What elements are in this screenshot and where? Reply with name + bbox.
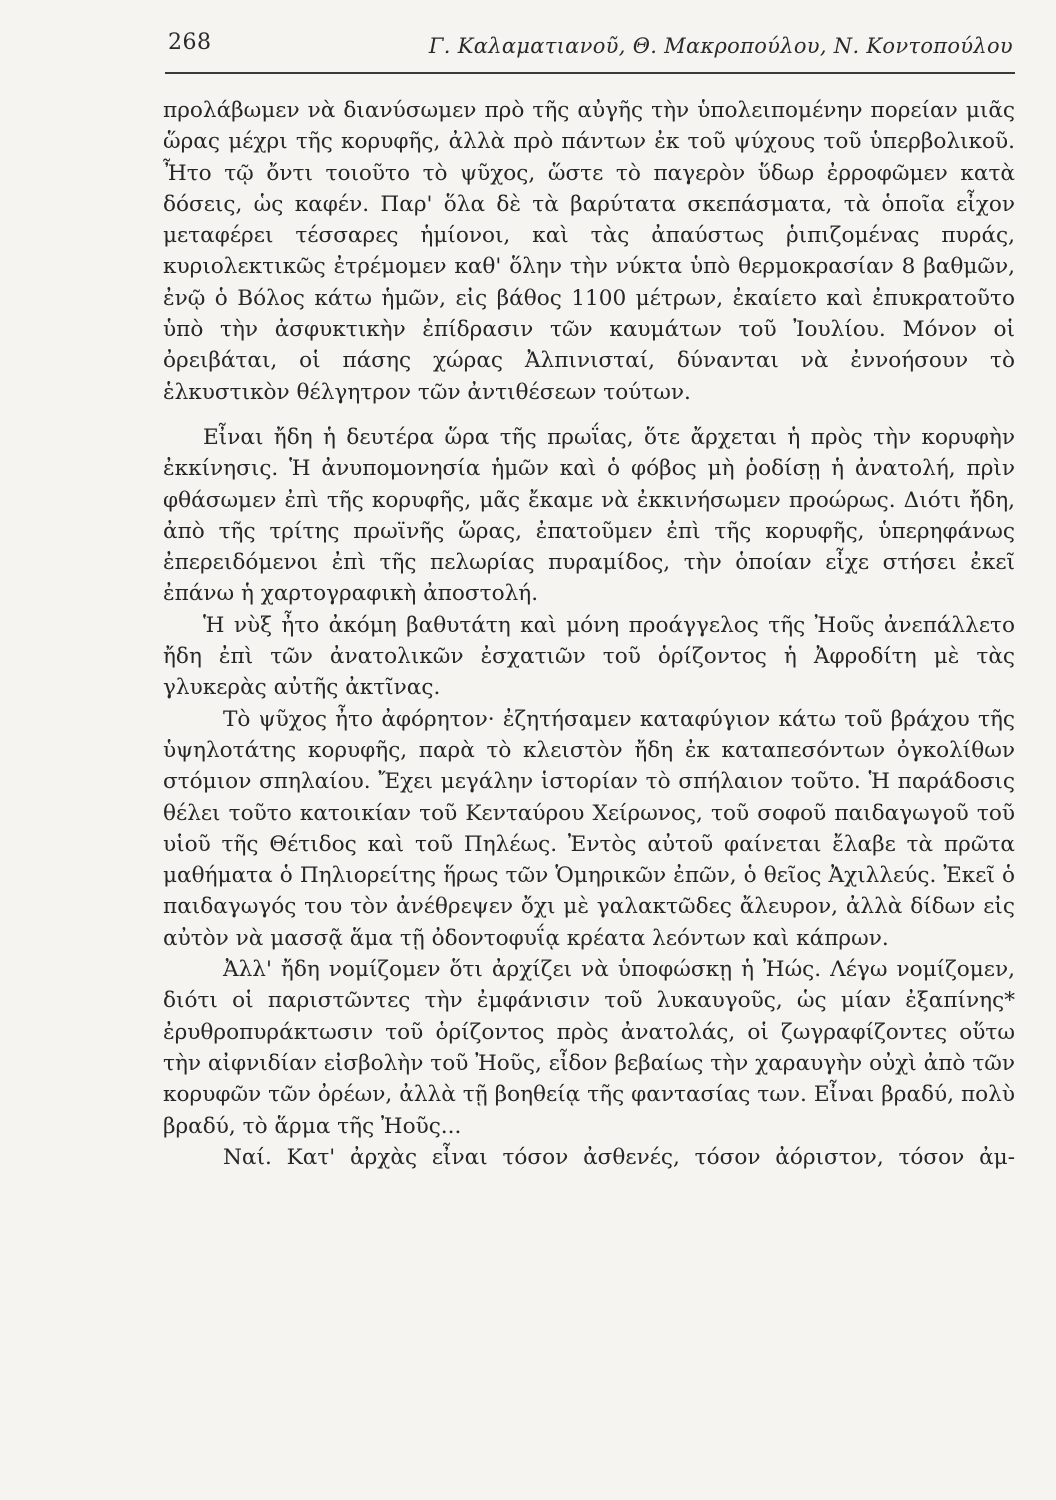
- page-header: [168, 30, 1013, 70]
- paragraph-night: Ἡ νὺξ ἦτο ἀκόμη βαθυτάτη καὶ μόνη προάγγελος τῆς Ἠοῦς ἀνεπάλλετο ἤδη ἐπὶ τῶν ἀνατολικῶν ἐσχατιῶν τοῦ ὁρίζοντος ἡ Ἀφροδίτη μὲ τὰς γλυκερὰς αὐτῆς ἀκτῖνας.: [163, 612, 1015, 701]
- page-number: 268: [168, 30, 212, 55]
- header-rule: [165, 72, 1015, 74]
- paragraph-ascent-start: Εἶναι ἤδη ἡ δευτέρα ὥρα τῆς πρωΐας, ὅτε ἄρχεται ἡ πρὸς τὴν κορυφὴν ἐκκίνησις. Ἡ ἀνυπομονησία ἡμῶν καὶ ὁ φόβος μὴ ῥοδίσῃ ἡ ἀνατολή, πρὶν φθάσωμεν ἐπὶ τῆς κορυφῆς, μᾶς ἔκαμε νὰ ἐκκινήσωμεν προώρως. Διότι ἤδη, ἀπὸ τῆς τρίτης πρωϊνῆς ὥρας, ἐπατοῦμεν ἐπὶ τῆς κορυφῆς, ὑπερηφάνως ἐπερειδόμενοι ἐπὶ τῆς πελωρίας πυραμίδος, τὴν ὁποίαν εἶχε στήσει ἐκεῖ ἐπάνω ἡ χαρτογραφικὴ ἀποστολή.: [163, 424, 1015, 607]
- running-head-authors: Γ. Καλαματιανοῦ, Θ. Μακροπούλου, Ν. Κοντοπούλου: [428, 34, 1013, 58]
- paragraph-cave: Τὸ ψῦχος ἦτο ἀφόρητον· ἐζητήσαμεν καταφύγιον κάτω τοῦ βράχου τῆς ὑψηλοτάτης κορυφῆς, παρὰ τὸ κλειστὸν ἤδη ἐκ καταπεσόντων ὀγκολίθων στόμιον σπηλαίου. Ἔχει μεγάλην ἱστορίαν τὸ σπήλαιον τοῦτο. Ἡ παράδοσις θέλει τοῦτο κατοικίαν τοῦ Κενταύρου Χείρωνος, τοῦ σοφοῦ παιδαγωγοῦ τοῦ υἱοῦ τῆς Θέτιδος καὶ τοῦ Πηλέως. Ἐντὸς αὐτοῦ φαίνεται ἔλαβε τὰ πρῶτα μαθήματα ὁ Πηλιορείτης ἥρως τῶν Ὁμηρικῶν ἐπῶν, ὁ θεῖος Ἀχιλλεύς. Ἐκεῖ ὁ παιδαγωγός του τὸν ἀνέθρεψεν ὄχι μὲ γαλακτῶδες ἄλευρον, ἀλλὰ δίδων εἰς αὐτὸν νὰ μασσᾷ ἅμα τῇ ὀδοντοφυΐᾳ κρέατα λεόντων καὶ κάπρων.: [163, 706, 1015, 951]
- paragraph-final-line: Ναί. Κατ' ἀρχὰς εἶναι τόσον ἀσθενές, τόσον ἀόριστον, τόσον ἀμ-: [223, 1144, 1015, 1170]
- paragraph-continuation: προλάβωμεν νὰ διανύσωμεν πρὸ τῆς αὐγῆς τὴν ὑπολειπομένην πορείαν μιᾶς ὥρας μέχρι τῆς κορυφῆς, ἀλλὰ πρὸ πάντων ἐκ τοῦ ψύχους τοῦ ὑπερβολικοῦ. Ἦτο τῷ ὄντι τοιοῦτο τὸ ψῦχος, ὥστε τὸ παγερὸν ὕδωρ ἐρροφῶμεν κατὰ δόσεις, ὡς καφέν. Παρ' ὅλα δὲ τὰ βαρύτατα σκεπάσματα, τὰ ὁποῖα εἶχον μεταφέρει τέσσαρες ἡμίονοι, καὶ τὰς ἀπαύστως ῥιπιζομένας πυράς, κυριολεκτικῶς ἐτρέμομεν καθ' ὅλην τὴν νύκτα ὑπὸ θερμοκρασίαν 8 βαθμῶν, ἐνῷ ὁ Βόλος κάτω ἡμῶν, εἰς βάθος 1100 μέτρων, ἐκαίετο καὶ ἐπυκρατοῦτο ὑπὸ τὴν ἀσφυκτικὴν ἐπίδρασιν τῶν καυμάτων τοῦ Ἰουλίου. Μόνον οἱ ὀρειβάται, οἱ πάσης χώρας Ἀλπινισταί, δύνανται νὰ ἐννοήσουν τὸ ἑλκυστικὸν θέλγητρον τῶν ἀντιθέσεων τούτων.: [163, 98, 1015, 405]
- body-text: [163, 95, 1015, 1173]
- paragraph-dawn: Ἀλλ' ἤδη νομίζομεν ὅτι ἀρχίζει νὰ ὑποφώσκῃ ἡ Ἠώς. Λέγω νομίζομεν, διότι οἱ παριστῶντες τὴν ἐμφάνισιν τοῦ λυκαυγοῦς, ὡς μίαν ἐξαπίνης* ἐρυθροπυράκτωσιν τοῦ ὁρίζοντος πρὸς ἀνατολάς, οἱ ζωγραφίζοντες οὕτω τὴν αἰφνιδίαν εἰσβολὴν τοῦ Ἠοῦς, εἶδον βεβαίως τὴν χαραυγὴν οὐχὶ ἀπὸ τῶν κορυφῶν τῶν ὀρέων, ἀλλὰ τῇ βοηθείᾳ τῆς φαντασίας των. Εἶναι βραδύ, πολὺ βραδύ, τὸ ἅρμα τῆς Ἠοῦς...: [163, 957, 1015, 1139]
